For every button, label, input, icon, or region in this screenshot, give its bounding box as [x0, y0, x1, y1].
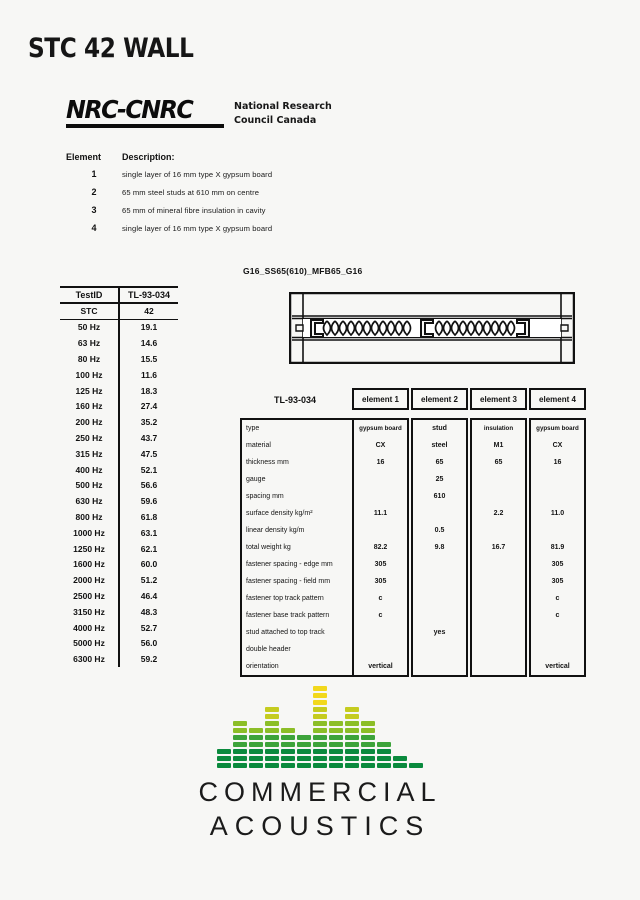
transmission-loss-value: 63.1: [118, 525, 178, 541]
transmission-loss-value: 18.3: [118, 383, 178, 399]
frequency-row: [60, 446, 178, 462]
equalizer-segment: [313, 742, 327, 748]
properties-cell: 11.1: [373, 510, 388, 517]
equalizer-segment: [249, 749, 263, 755]
properties-cell: [413, 590, 466, 607]
properties-cell: [413, 641, 466, 658]
equalizer-segment: [313, 721, 327, 727]
testid-value-header: TL-93-034: [118, 288, 178, 302]
transmission-loss-value: 15.5: [118, 351, 178, 367]
properties-cell: [531, 471, 584, 488]
nrc-wordmark: NRC-CNRC: [66, 95, 193, 124]
properties-row-label: stud attached to top track: [246, 629, 325, 636]
frequency-band: 630 Hz: [75, 496, 103, 507]
equalizer-segment: [297, 763, 311, 769]
transmission-loss-value: 59.2: [118, 651, 178, 667]
equalizer-segment: [265, 707, 279, 713]
equalizer-segment: [265, 742, 279, 748]
equalizer-segment: [265, 721, 279, 727]
equalizer-segment: [249, 728, 263, 734]
properties-cell: 81.9: [550, 544, 565, 551]
equalizer-segment: [345, 756, 359, 762]
equalizer-segment: [361, 721, 375, 727]
equalizer-segment: [361, 756, 375, 762]
properties-cell: 0.5: [434, 527, 445, 534]
equalizer-segment: [281, 749, 295, 755]
equalizer-segment: [329, 749, 343, 755]
equalizer-segment: [329, 756, 343, 762]
frequency-band: 1250 Hz: [73, 543, 105, 554]
properties-cell: [413, 573, 466, 590]
properties-cell: [472, 556, 525, 573]
nrc-subtitle-line-2: Council Canada: [234, 115, 317, 126]
equalizer-column: [217, 749, 231, 769]
equalizer-segment: [233, 756, 247, 762]
equalizer-column: [377, 742, 391, 769]
stc-label: STC: [80, 306, 98, 317]
equalizer-segment: [297, 742, 311, 748]
transmission-loss-value: 43.7: [118, 430, 178, 446]
properties-row-label: type: [246, 425, 260, 432]
properties-cell: [472, 607, 525, 624]
properties-cell: [472, 471, 525, 488]
properties-test-id: TL-93-034: [274, 395, 317, 405]
equalizer-segment: [361, 763, 375, 769]
properties-cell: [472, 590, 525, 607]
properties-cell: 16: [376, 459, 385, 466]
equalizer-segment: [361, 742, 375, 748]
equalizer-segment: [329, 742, 343, 748]
element-row: [66, 205, 272, 215]
element-rows: [66, 169, 272, 233]
properties-cell: 305: [374, 561, 387, 568]
equalizer-segment: [329, 728, 343, 734]
properties-row-label: fastener spacing - field mm: [246, 578, 331, 585]
properties-value-columns: [352, 418, 588, 677]
element-row: [66, 169, 272, 179]
properties-value-column: [529, 418, 586, 677]
equalizer-segment: [345, 735, 359, 741]
wall-section-svg: [289, 292, 575, 364]
equalizer-segment: [345, 707, 359, 713]
equalizer-segment: [233, 728, 247, 734]
equalizer-segment: [297, 749, 311, 755]
properties-cell: CX: [552, 442, 563, 449]
properties-cell: [472, 573, 525, 590]
properties-row-label: fastener top track pattern: [246, 595, 324, 602]
equalizer-segment: [313, 749, 327, 755]
equalizer-segment: [281, 742, 295, 748]
properties-row-label: gauge: [246, 476, 266, 483]
brand-line-2: ACOUSTICS: [209, 810, 431, 841]
equalizer-column: [265, 707, 279, 769]
frequency-band: 200 Hz: [75, 417, 103, 428]
frequency-row: [60, 493, 178, 509]
transmission-loss-value: 46.4: [118, 588, 178, 604]
equalizer-segment: [265, 728, 279, 734]
properties-value-column: [411, 418, 468, 677]
transmission-loss-value: 56.6: [118, 478, 178, 494]
equalizer-segment: [409, 763, 423, 769]
frequency-row: [60, 525, 178, 541]
properties-cell: [413, 505, 466, 522]
transmission-loss-value: 19.1: [118, 320, 178, 336]
page-title: STC 42 WALL: [28, 33, 194, 64]
element-table-header: [66, 152, 272, 162]
equalizer-segment: [249, 742, 263, 748]
transmission-loss-value: 11.6: [118, 367, 178, 383]
equalizer-segment: [249, 735, 263, 741]
properties-cell: [472, 641, 525, 658]
equalizer-segment: [345, 721, 359, 727]
equalizer-column: [313, 686, 327, 769]
transmission-loss-value: 61.8: [118, 509, 178, 525]
brand-name: [0, 776, 640, 844]
brand-line-1: COMMERCIAL: [198, 777, 442, 807]
properties-row-labels: [240, 418, 352, 677]
frequency-row: [60, 572, 178, 588]
transmission-loss-value: 59.6: [118, 493, 178, 509]
frequency-row: [60, 651, 178, 667]
frequency-row: [60, 383, 178, 399]
properties-cell: 65: [435, 459, 444, 466]
equalizer-segment: [313, 700, 327, 706]
frequency-band: 250 Hz: [75, 433, 103, 444]
element-column-header: Element: [66, 152, 102, 162]
frequency-band: 800 Hz: [75, 512, 103, 523]
properties-cell: c: [378, 612, 383, 619]
transmission-loss-value: 14.6: [118, 335, 178, 351]
properties-row-label: orientation: [246, 663, 279, 670]
frequency-band: 4000 Hz: [73, 622, 105, 633]
equalizer-segment: [345, 728, 359, 734]
equalizer-segment: [265, 749, 279, 755]
frequency-row: [60, 414, 178, 430]
frequency-band: 5000 Hz: [73, 638, 105, 649]
equalizer-segment: [281, 728, 295, 734]
transmission-loss-value: 51.2: [118, 572, 178, 588]
frequency-band: 1000 Hz: [73, 527, 105, 538]
frequency-row: [60, 541, 178, 557]
nrc-underline-rule: [66, 124, 224, 128]
properties-cell: 305: [551, 561, 564, 568]
frequency-row: [60, 430, 178, 446]
properties-cell: [472, 488, 525, 505]
testid-header: TestID: [75, 289, 103, 300]
equalizer-segment: [281, 735, 295, 741]
nrc-logo-block: [66, 95, 332, 128]
element-number: 4: [91, 223, 97, 233]
frequency-row: [60, 557, 178, 573]
equalizer-segment: [377, 742, 391, 748]
element-row: [66, 187, 272, 197]
properties-cell: [413, 556, 466, 573]
equalizer-segment: [233, 749, 247, 755]
element-description: single layer of 16 mm type X gypsum board: [122, 170, 273, 179]
frequency-band: 50 Hz: [77, 322, 101, 333]
element-number: 3: [91, 205, 97, 215]
transmission-loss-value: 60.0: [118, 557, 178, 573]
element-number: 2: [91, 187, 97, 197]
properties-row-label: double header: [246, 646, 291, 653]
element-description: 65 mm steel studs at 610 mm on centre: [122, 188, 260, 197]
properties-cell: 16.7: [491, 544, 506, 551]
equalizer-segment: [313, 756, 327, 762]
properties-value-column: [470, 418, 527, 677]
frequency-band: 160 Hz: [75, 401, 103, 412]
equalizer-segment: [313, 686, 327, 692]
properties-cell: 2.2: [493, 510, 504, 517]
equalizer-segment: [297, 735, 311, 741]
commercial-acoustics-logo: [0, 688, 640, 844]
equalizer-segment: [361, 749, 375, 755]
equalizer-segment: [313, 693, 327, 699]
properties-cell: [354, 471, 407, 488]
frequency-band: 315 Hz: [75, 448, 103, 459]
frequency-band: 2500 Hz: [73, 591, 105, 602]
properties-row-label: surface density kg/m²: [246, 510, 313, 517]
transmission-loss-value: 62.1: [118, 541, 178, 557]
properties-body: [240, 418, 588, 677]
equalizer-segment: [313, 735, 327, 741]
equalizer-segment: [265, 756, 279, 762]
properties-cell: [472, 658, 525, 675]
equalizer-segment: [345, 742, 359, 748]
properties-cell: stud: [432, 425, 447, 432]
equalizer-column: [345, 707, 359, 769]
frequency-row: [60, 335, 178, 351]
properties-cell: [531, 488, 584, 505]
properties-cell: [413, 658, 466, 675]
equalizer-segment: [249, 763, 263, 769]
properties-cell: 82.2: [373, 544, 388, 551]
frequency-band: 1600 Hz: [73, 559, 105, 570]
equalizer-segment: [393, 756, 407, 762]
properties-cell: c: [378, 595, 383, 602]
frequency-row: [60, 604, 178, 620]
equalizer-segment: [265, 735, 279, 741]
properties-cell: steel: [431, 442, 448, 449]
stc-value: 42: [118, 304, 178, 319]
properties-cell: yes: [433, 629, 446, 636]
equalizer-column: [393, 756, 407, 769]
frequency-row: [60, 320, 178, 336]
table-header-row: [60, 288, 178, 304]
equalizer-segment: [345, 749, 359, 755]
properties-cell: 9.8: [434, 544, 445, 551]
frequency-row: [60, 509, 178, 525]
equalizer-segment: [313, 728, 327, 734]
equalizer-segment: [361, 728, 375, 734]
properties-cell: 11.0: [550, 510, 565, 517]
properties-row-label: fastener base track pattern: [246, 612, 330, 619]
properties-cell: [354, 641, 407, 658]
properties-cell: insulation: [483, 425, 514, 432]
properties-column-header: element 3: [470, 388, 527, 410]
equalizer-bars-icon: [217, 688, 423, 768]
equalizer-segment: [377, 749, 391, 755]
properties-cell: vertical: [368, 663, 393, 670]
equalizer-segment: [361, 735, 375, 741]
equalizer-segment: [233, 742, 247, 748]
transmission-loss-value: 52.1: [118, 462, 178, 478]
properties-cell: [472, 522, 525, 539]
properties-cell: 610: [433, 493, 446, 500]
nrc-subtitle: [234, 100, 354, 128]
frequency-band: 63 Hz: [77, 338, 101, 349]
properties-row-label: total weight kg: [246, 544, 291, 551]
equalizer-column: [233, 721, 247, 769]
frequency-band: 80 Hz: [77, 354, 101, 365]
equalizer-segment: [233, 763, 247, 769]
properties-cell: [354, 488, 407, 505]
properties-cell: c: [555, 612, 560, 619]
element-description-table: [66, 152, 272, 241]
properties-column-header: element 1: [352, 388, 409, 410]
equalizer-segment: [377, 763, 391, 769]
equalizer-segment: [281, 756, 295, 762]
equalizer-segment: [377, 756, 391, 762]
properties-cell: 305: [374, 578, 387, 585]
equalizer-segment: [313, 763, 327, 769]
equalizer-segment: [281, 763, 295, 769]
equalizer-segment: [297, 756, 311, 762]
equalizer-segment: [249, 756, 263, 762]
frequency-row: [60, 588, 178, 604]
properties-column-header: element 4: [529, 388, 586, 410]
transmission-loss-value: 48.3: [118, 604, 178, 620]
equalizer-segment: [329, 721, 343, 727]
properties-row-label: linear density kg/m: [246, 527, 305, 534]
equalizer-segment: [345, 714, 359, 720]
equalizer-segment: [329, 735, 343, 741]
description-column-header: Description:: [122, 152, 175, 162]
stc-row: [60, 304, 178, 320]
properties-row-label: material: [246, 442, 271, 449]
equalizer-column: [329, 721, 343, 769]
frequency-band: 500 Hz: [75, 480, 103, 491]
properties-cell: [354, 624, 407, 641]
frequency-rows: [60, 320, 178, 668]
frequency-row: [60, 478, 178, 494]
element-description: single layer of 16 mm type X gypsum board: [122, 224, 273, 233]
equalizer-segment: [393, 763, 407, 769]
element-row: [66, 223, 272, 233]
equalizer-column: [297, 735, 311, 769]
transmission-loss-value: 47.5: [118, 446, 178, 462]
equalizer-column: [281, 728, 295, 769]
frequency-row: [60, 636, 178, 652]
properties-cell: M1: [493, 442, 504, 449]
equalizer-segment: [329, 763, 343, 769]
properties-cell: [354, 522, 407, 539]
frequency-band: 2000 Hz: [73, 575, 105, 586]
transmission-loss-value: 35.2: [118, 414, 178, 430]
properties-cell: [531, 624, 584, 641]
equalizer-segment: [345, 763, 359, 769]
frequency-row: [60, 399, 178, 415]
properties-cell: c: [555, 595, 560, 602]
frequency-band: 6300 Hz: [73, 654, 105, 665]
properties-column-headers: [352, 388, 588, 410]
properties-row-label: spacing mm: [246, 493, 284, 500]
frequency-band: 3150 Hz: [73, 606, 105, 617]
transmission-loss-table: [60, 286, 178, 667]
properties-cell: 16: [553, 459, 562, 466]
equalizer-segment: [217, 749, 231, 755]
properties-cell: [531, 522, 584, 539]
equalizer-segment: [265, 714, 279, 720]
element-number: 1: [91, 169, 97, 179]
frequency-row: [60, 462, 178, 478]
properties-cell: gypsum board: [536, 425, 579, 432]
equalizer-segment: [265, 763, 279, 769]
equalizer-segment: [313, 707, 327, 713]
transmission-loss-value: 52.7: [118, 620, 178, 636]
frequency-row: [60, 367, 178, 383]
properties-row-label: thickness mm: [246, 459, 289, 466]
equalizer-column: [409, 763, 423, 769]
properties-cell: 305: [551, 578, 564, 585]
properties-row-label: fastener spacing - edge mm: [246, 561, 333, 568]
equalizer-segment: [233, 721, 247, 727]
equalizer-segment: [217, 763, 231, 769]
properties-cell: 65: [494, 459, 503, 466]
element-description: 65 mm of mineral fibre insulation in cavity: [122, 206, 266, 215]
equalizer-segment: [233, 735, 247, 741]
equalizer-segment: [217, 756, 231, 762]
equalizer-column: [361, 721, 375, 769]
equalizer-segment: [313, 714, 327, 720]
properties-cell: [531, 641, 584, 658]
properties-cell: CX: [375, 442, 386, 449]
properties-cell: [472, 624, 525, 641]
properties-value-column: [352, 418, 409, 677]
frequency-row: [60, 351, 178, 367]
transmission-loss-value: 56.0: [118, 636, 178, 652]
properties-column-header: element 2: [411, 388, 468, 410]
properties-cell: [413, 607, 466, 624]
frequency-band: 125 Hz: [75, 385, 103, 396]
assembly-code-caption: G16_SS65(610)_MFB65_G16: [243, 266, 363, 276]
properties-cell: gypsum board: [359, 425, 402, 432]
properties-cell: 25: [435, 476, 444, 483]
frequency-row: [60, 620, 178, 636]
properties-cell: vertical: [545, 663, 570, 670]
nrc-subtitle-line-1: National Research: [234, 101, 332, 112]
transmission-loss-value: 27.4: [118, 399, 178, 415]
wall-section-diagram: [289, 292, 575, 369]
frequency-band: 400 Hz: [75, 464, 103, 475]
equalizer-column: [249, 728, 263, 769]
frequency-band: 100 Hz: [75, 369, 103, 380]
